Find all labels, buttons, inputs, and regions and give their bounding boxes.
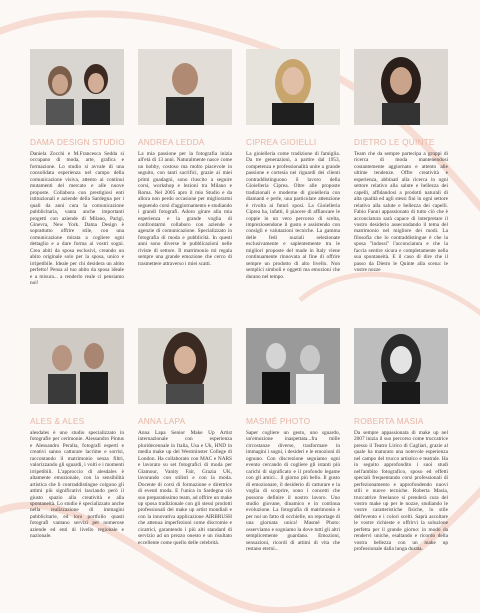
profile-name: MASMÉ PHOTO xyxy=(246,416,311,426)
column-3 xyxy=(246,0,340,613)
profile-name: ANDREA LEDDA xyxy=(138,137,205,147)
profile-name: ROBERTA MASIA xyxy=(354,416,424,426)
column-2 xyxy=(138,0,232,613)
photo-masme-photo xyxy=(246,328,340,404)
profile-name: ANNA LAPA xyxy=(138,416,186,426)
profile-description: La mia passione per la fotografia inizia all'età di 13 anni. Naturalmente nasce come un hobby, costoso ma molto piacevole in seguito, con tanti sacrifici, grazie ai miei primi guadagni, sono riuscito a seguire corsi, workshop e lezioni tra Milano e Roma. Nel 2005 apro il mio Studio e da allora non perdo occasione per migliorarmi seguendo corsi d'aggiornamento e studiando i grandi fotografi. Adoro girare alla mia esperienza e la grande voglia di confrontarmi collaboro con aziende e agenzie di comunicazione. Specializzato in fotografia di moda e pubblicità. In questi anni sono diverse le pubblicazioni nelle riviste di settore. Il matrimonio mi regala sempre una grande emozione che cerco di trasmettere attraverso i miei scatti. xyxy=(138,151,232,267)
photo-roberta-masia xyxy=(354,328,448,404)
profile-description: La gioielleria come tradizione di famiglia. Da tre generazioni, a partire dal 1953, competenza e professionalità unite a grande passione e cortesia nei riguardi dei clienti contraddistinguono il lavoro della Gioielleria Ciprea. Oltre alle proposte tradizionali e moderne di gioielleria con diamanti e perle, una particolare attenzione è rivolta ai futuri sposi. La Gioielleria Ciprea ha, infatti, il piacere di affiancare le coppie in un vero percorso di scelta, impreziosendone il gusto e assistendo con consigli e valutazioni tecniche. La gamma delle fedi nuziali selezionate esclusivamente e sapientemente tra le migliori proposte del made in Italy viene continuamente rinnovata al fine di offrire sempre un prodotto di alto livello. Non semplici simboli e oggetti ma emozioni che durano nel tempo. xyxy=(246,151,340,280)
profile-description: Daniela Zocchi e M.Francesca Sedda si occupano di moda, arte, grafica e formazione. Lo studio si avvale di una consolidata esperienza nel campo della comunicazione visiva, attento ai continui mutamenti del mercato e alle nuove proposte. Collabora con prestigiosi enti istituzionali e aziende della Sardegna per i quali da anni cura la comunicazione pubblicitaria, vanta anche importanti progetti con aziende di Milano, Parigi, Ginevra, New York. Dama Design è soprattutto offrire stile, con una comunicazione mirata a cogliere ogni dettaglio e a dare forma ai vostri sogni. Crea abiti da sposa esclusivi, creando un abito originale solo per la sposa, unico e irripetibile. Ideale per chi desidera un abito perfetto! Pensa al tuo abito da sposa ideale e a misura... a renderlo reale ci pensiamo noi! xyxy=(30,151,124,287)
photo-ciprea-gioielli xyxy=(246,49,340,125)
profile-name: CIPREA GIOIELLI xyxy=(246,137,317,147)
column-1 xyxy=(30,0,124,613)
profile-description: Team che da sempre partecipa a gruppi di ricerca di moda mantenendosi costantemente aggiornato e attento alle ultime tendenze. Offre creatività e esperienza, abbinati alla ricerca in ogni settore relativo alla salute e bellezza dei capelli, affidandosi a prodotti naturali di alta qualità ed agli stessi fini in ogni settore relativo alla salute e bellezza dei capelli. Fabio Fanni appassionato di tutto ciò che è acconciatura sarà capace di interpretare il vostro desiderio assecondando il tema del matrimonio nel migliore dei modi. La filosofia che lo contraddistingue è che la sposa "indossi" l'acconciatura e che la faccia sentire sicura e completamente nella sua spontaneità. E il caso di dire che il passo da Dietro le Quinte alla scena: le vostre nozze xyxy=(354,151,448,274)
profiles-grid xyxy=(30,0,450,613)
photo-dietro-le-quinte xyxy=(354,49,448,125)
profile-description: Anna Lapa Senior Make Up Artist internazionale con esperienza pluridecennale in Italia, Usa e Uk, HND in media make up del Westminster College di London. Ha collaborato con MAC e NARS e lavorato su set fotografici di moda per Glamour, Vanity Fair, Grazia UK, lavorando con stilisti e con la moda. Docente di corsi di formazione e direttrice di eventi moda. E l'unica in Sardegna ciò suo preparatissimo team, ad offrire un make up sposa tradizionale con gli stessi prodotti professionali dei make up artist mondiali e con la innovativa applicazione AIRBRUSH che attenua imperfezioni come discromie e cicatrici, garantendo i più alti standard di servizio ad un prezzo onesto e un risultato eccellente come quello delle celebrità. xyxy=(138,430,232,546)
column-4 xyxy=(354,0,448,613)
profile-name: DIETRO LE QUINTE xyxy=(354,137,435,147)
profile-description: Saper cogliere un gesto, uno sguardo, un'emozione inaspettata...fra mille circostanze diverse, trasformare in immagini i sogni, i desideri e le emozioni di ognuno. Con discrezione seguiamo ogni evento cercando di cogliere gli istanti più carichi di significato e il profondo legame con gli amici... il giorno più bello. Il gusto di emozionare, il desiderio di catturare e la voglia di scoprire, sono i concetti che possono definire il nostro lavoro. Uno studio giovane, dinamico e in continua evoluzione. La fotografia di matrimonio è per noi un fatto di occhielle, un reportage di una giornata unica! Masmé Photo: osserviamo e sogniamo la dove tutti gli altri semplicemente guardano. Emozioni, sensazioni, ricordi di attimi di vita che restano eterni... xyxy=(246,430,340,553)
photo-dama-design-studio xyxy=(30,49,124,125)
photo-anna-lapa xyxy=(138,328,232,404)
profile-description: Da sempre appassionata di make up nel 2007 inizia il suo percorso come truccatrice presso il Teatro Lirico di Cagliari, grazie al quale ha maturato una notevole esperienza nel campo del trucco artistico e teatrale. Ha in seguito approfondito i suoi studi nell'ambito fotografico, sposo ed effetti speciali frequentando corsi professionali di perfezionamento e approfondendo nuovi stili e nuove tecniche. Roberta Masia, truccatrice freelance si prenderà cura del vostro make up per le nozze, studiando le vostre caratteristiche fisiche, lo stile dell'evento e i colori scelti. Saprà ascoltare le vostre richieste e offrirvi la soluzione perfetta per il grande giorno: in modo da rendervi uniche, esaltando e ricordo della vostra bellezza con un make up professionale dalla lunga durata. xyxy=(354,430,448,553)
profile-name: DAMA DESIGN STUDIO xyxy=(30,137,125,147)
profile-description: alesdales è uno studio specializzato in fotografie per cerimonie. Alessandro Pintus e Alessandro Peralta, fotografi esperti e creativi sanno catturare lacrime e sorrisi, raccontando il matrimonio senza filtri, valorizzando gli sguardi, i volti e i momenti irripetibili. L'approccio di alesdales è altamente emozionale, con la sensibilità artistica che li contraddistingue colgono gli attimi più significativi lasciando però il giusto spazio alla creatività e alla spontaneità. Lo studio è specializzato anche nella realizzazione di immagini pubblicitarie, ed loro portfolio quasti fotografi vantano servizi per numerose aziende ed enti di livello regionale e nazionale. xyxy=(30,430,124,540)
photo-andrea-ledda xyxy=(138,49,232,125)
profile-name: ALES & ALES xyxy=(30,416,85,426)
photo-ales-ales xyxy=(30,328,124,404)
